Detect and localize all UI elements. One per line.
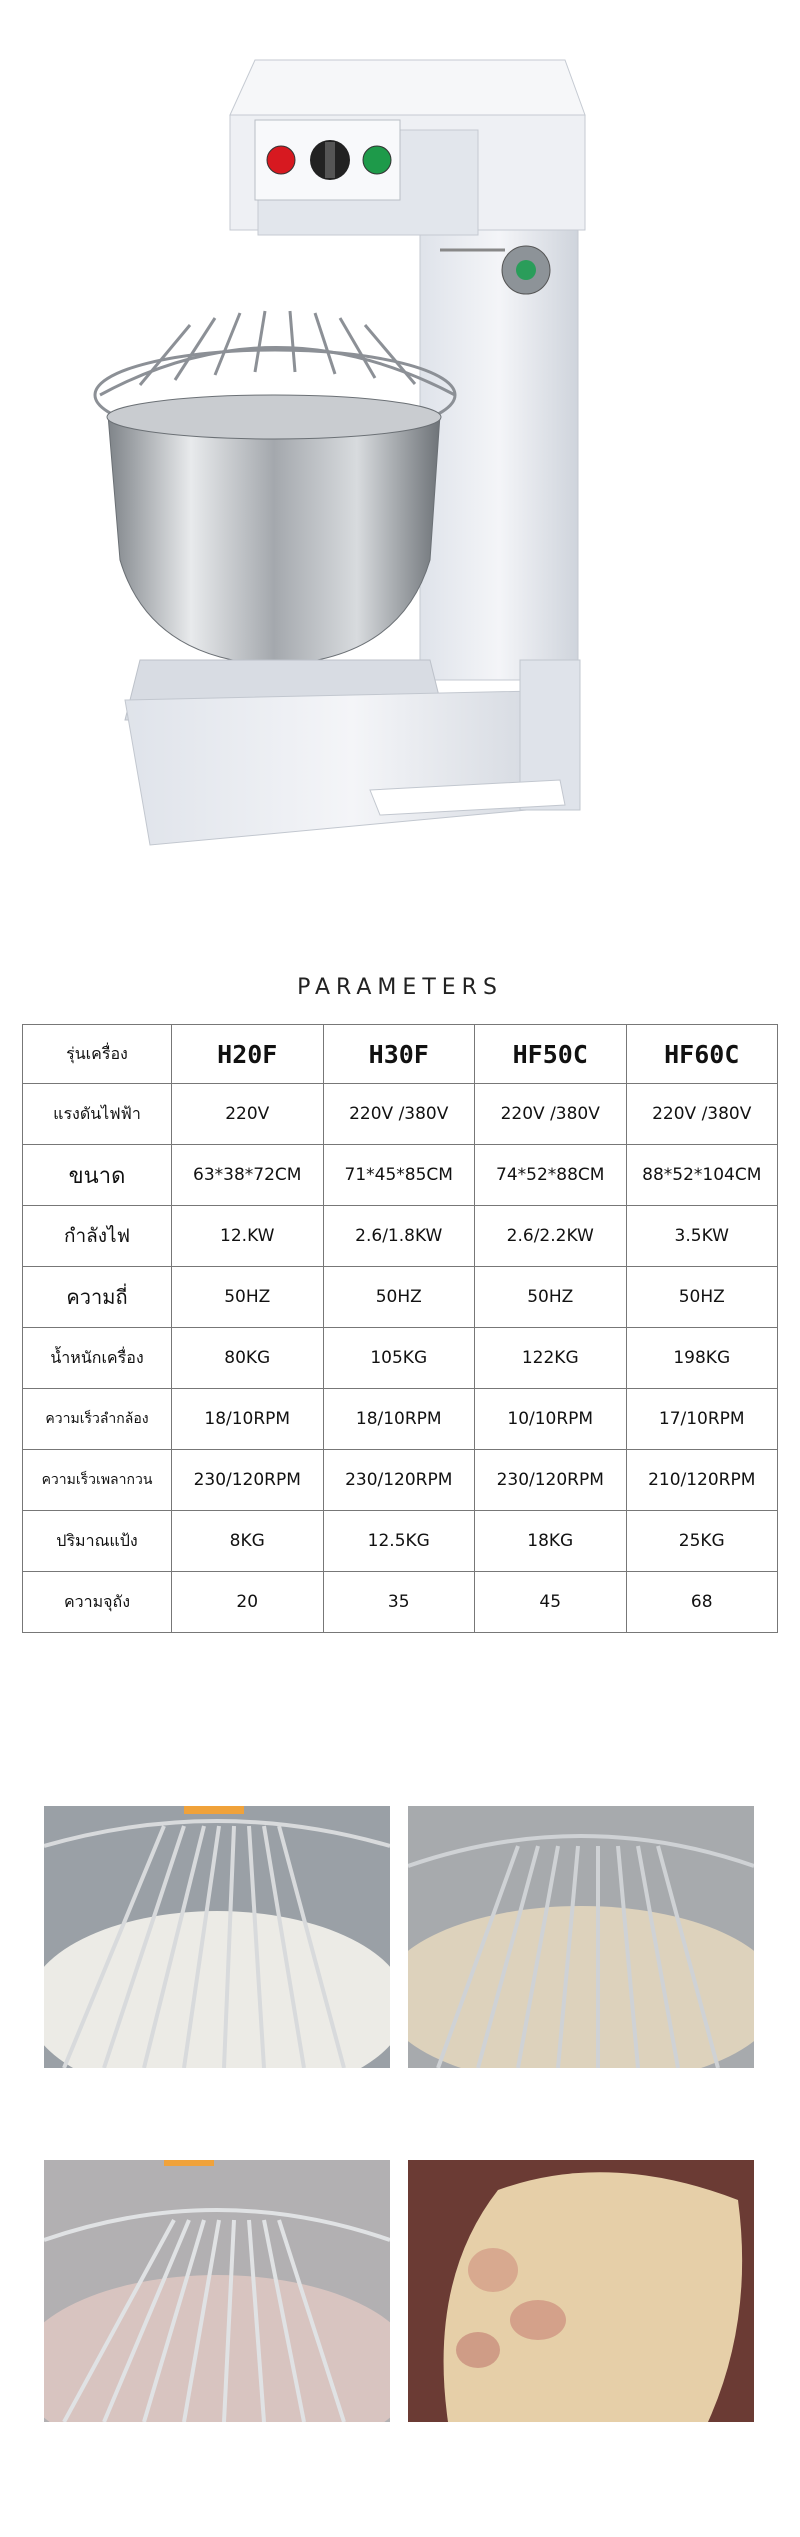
table-row-label: ความจุถัง — [23, 1572, 172, 1633]
table-cell: 210/120RPM — [626, 1450, 778, 1511]
table-row — [23, 1572, 778, 1633]
table-cell: 80KG — [172, 1328, 324, 1389]
table-row-label: ความถี่ — [23, 1267, 172, 1328]
table-row — [23, 1206, 778, 1267]
table-cell: 230/120RPM — [475, 1450, 627, 1511]
red-stop-button-icon — [267, 146, 295, 174]
table-cell: 35 — [323, 1572, 475, 1633]
dough-mixing-photo-1 — [44, 1806, 390, 2068]
table-cell: 17/10RPM — [626, 1389, 778, 1450]
model-name-cell: H30F — [323, 1025, 475, 1084]
table-cell: 20 — [172, 1572, 324, 1633]
table-cell: 45 — [475, 1572, 627, 1633]
table-row-label: รุ่นเครื่อง — [23, 1025, 172, 1084]
table-cell: 50HZ — [626, 1267, 778, 1328]
model-name-cell: H20F — [172, 1025, 324, 1084]
table-cell: 220V — [172, 1084, 324, 1145]
table-cell: 2.6/1.8KW — [323, 1206, 475, 1267]
table-cell: 230/120RPM — [323, 1450, 475, 1511]
table-cell: 8KG — [172, 1511, 324, 1572]
table-cell: 10/10RPM — [475, 1389, 627, 1450]
table-row — [23, 1511, 778, 1572]
table-cell: 18/10RPM — [172, 1389, 324, 1450]
table-cell: 50HZ — [172, 1267, 324, 1328]
table-cell: 2.6/2.2KW — [475, 1206, 627, 1267]
table-cell: 18KG — [475, 1511, 627, 1572]
green-start-button-icon — [363, 146, 391, 174]
table-cell: 12.KW — [172, 1206, 324, 1267]
table-cell: 198KG — [626, 1328, 778, 1389]
table-row — [23, 1267, 778, 1328]
table-cell: 50HZ — [475, 1267, 627, 1328]
table-row-label: แรงดันไฟฟ้า — [23, 1084, 172, 1145]
table-row — [23, 1084, 778, 1145]
table-row-label: ปริมาณแป้ง — [23, 1511, 172, 1572]
table-cell: 18/10RPM — [323, 1389, 475, 1450]
parameters-title: PARAMETERS — [297, 975, 503, 1000]
table-cell: 122KG — [475, 1328, 627, 1389]
stretched-dough-photo — [408, 2160, 754, 2422]
mixer-product-image — [0, 0, 800, 900]
table-row — [23, 1389, 778, 1450]
table-row — [23, 1328, 778, 1389]
table-cell: 74*52*88CM — [475, 1145, 627, 1206]
table-cell: 3.5KW — [626, 1206, 778, 1267]
table-row — [23, 1145, 778, 1206]
parameters-table — [22, 1024, 778, 1633]
table-cell: 68 — [626, 1572, 778, 1633]
table-row-label: ความเร็วเพลากวน — [23, 1450, 172, 1511]
table-cell: 220V /380V — [626, 1084, 778, 1145]
model-name-cell: HF50C — [475, 1025, 627, 1084]
table-row — [23, 1450, 778, 1511]
table-cell: 12.5KG — [323, 1511, 475, 1572]
dough-mixing-photo-2 — [408, 1806, 754, 2068]
table-cell: 50HZ — [323, 1267, 475, 1328]
table-cell: 88*52*104CM — [626, 1145, 778, 1206]
table-cell: 230/120RPM — [172, 1450, 324, 1511]
table-row-label: ขนาด — [23, 1145, 172, 1206]
table-row-label: กำลังไฟ — [23, 1206, 172, 1267]
table-cell: 25KG — [626, 1511, 778, 1572]
table-header-row — [23, 1025, 778, 1084]
table-cell: 105KG — [323, 1328, 475, 1389]
table-row-label: น้ำหนักเครื่อง — [23, 1328, 172, 1389]
table-cell: 220V /380V — [323, 1084, 475, 1145]
table-row-label: ความเร็วลำกล้อง — [23, 1389, 172, 1450]
dough-mixing-photo-3 — [44, 2160, 390, 2422]
model-name-cell: HF60C — [626, 1025, 778, 1084]
table-cell: 220V /380V — [475, 1084, 627, 1145]
table-cell: 63*38*72CM — [172, 1145, 324, 1206]
table-cell: 71*45*85CM — [323, 1145, 475, 1206]
